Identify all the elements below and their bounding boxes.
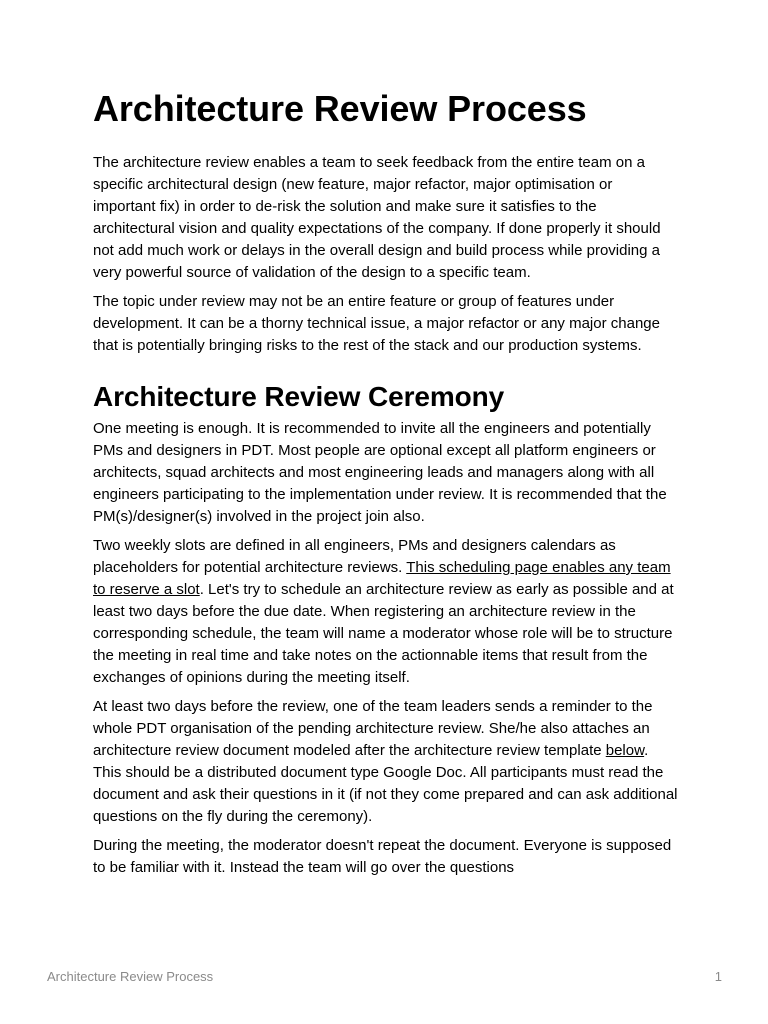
document-body [93,86,679,886]
scheduling-page-link[interactable]: This scheduling page enables any team to reserve a slot [93,559,671,598]
ceremony-paragraph-3-text-start: At least two days before the review, one of the team leaders sends a reminder to the whole PDT organisation of the pending architecture review. She/he also attaches an architecture review document modeled after the architecture review template [93,698,653,759]
ceremony-paragraph-2-text-end: . Let's try to schedule an architecture review as early as possible and at least two days before the due date. When registering an architecture review in the corresponding schedule, the team will name a moderator whose role will be to structure the meeting in real time and take notes on the actionnable items that result from the exchanges of opinions during the meeting itself. [93,581,674,686]
intro-paragraph-2: The topic under review may not be an entire feature or group of features under development. It can be a thorny technical issue, a major refactor or any major change that is potentially bringing risks to the rest of the stack and our production systems. [93,293,660,354]
ceremony-paragraph-1: One meeting is enough. It is recommended to invite all the engineers and potentially PMs and designers in PDT. Most people are optional except all platform engineers or architects, squad architects and most engineering leads and managers along with all engineers participating to the implementation under review. It is recommended that the PM(s)/designer(s) involved in the project join also. [93,420,667,525]
page-title: Architecture Review Process [93,88,587,129]
ceremony-paragraph-3-text-end: . This should be a distributed document type Google Doc. All participants must read the document and ask their questions in it (if not they come prepared and can ask additional questions on the fly during the ceremony). [93,742,678,825]
intro-paragraph-1: The architecture review enables a team to seek feedback from the entire team on a specific architectural design (new feature, major refactor, major optimisation or important fix) in order to de-risk the solution and make sure it satisfies to the architectural vision and quality expectations of the company. If done properly it should not add much work or delays in the overall design and build process while providing a very powerful source of validation of the design to a specific team. [93,154,661,281]
ceremony-paragraph-4: During the meeting, the moderator doesn't repeat the document. Everyone is supposed to be familiar with it. Instead the team will go over the questions [93,837,672,876]
ceremony-paragraph-3 [93,696,679,828]
footer-document-title: Architecture Review Process [47,969,214,984]
footer-page-number: 1 [714,969,722,984]
template-below-link[interactable]: below [605,742,645,759]
section-heading-ceremony: Architecture Review Ceremony [93,381,505,412]
ceremony-paragraph-2-text-start: Two weekly slots are defined in all engineers, PMs and designers calendars as placeholders for potential architecture reviews. [93,537,616,576]
ceremony-paragraph-2 [93,535,679,689]
